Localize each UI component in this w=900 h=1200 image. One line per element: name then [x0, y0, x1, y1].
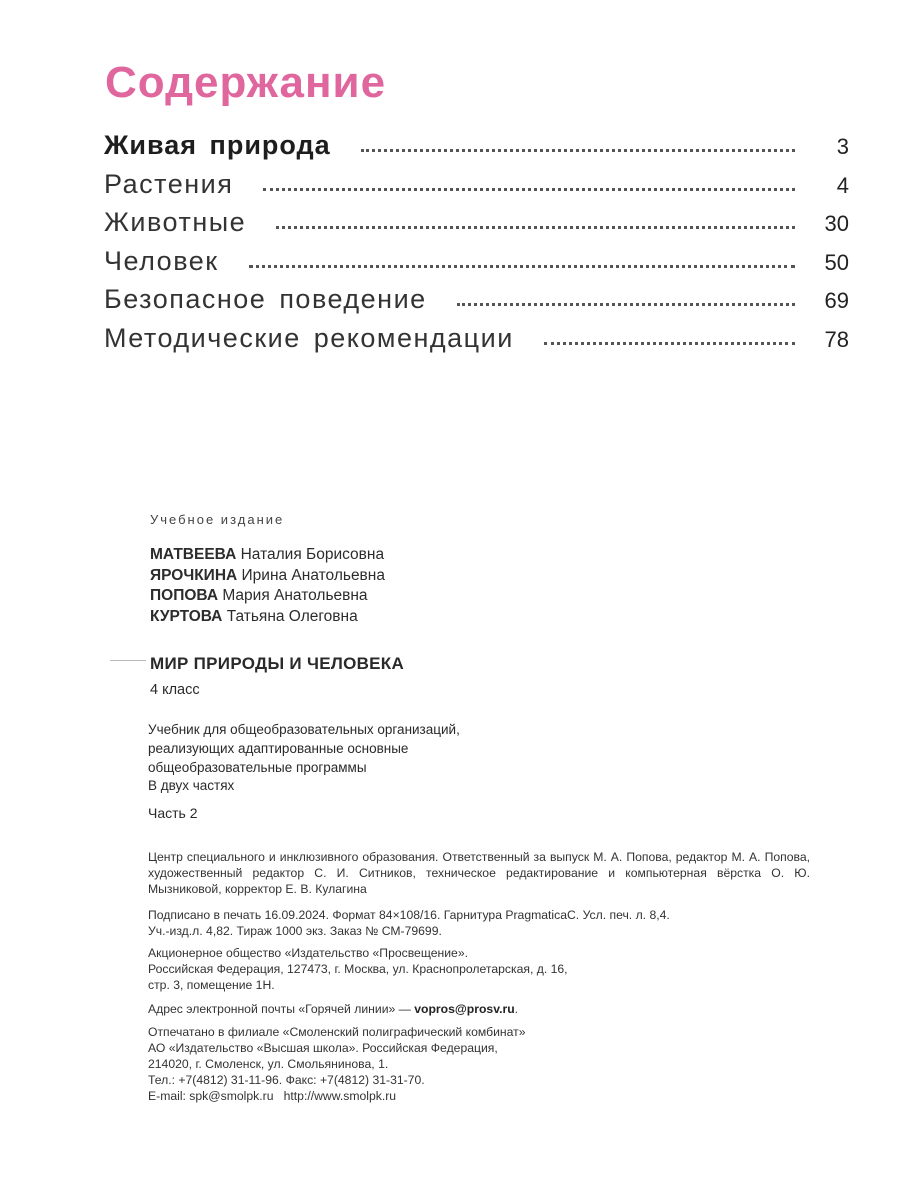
- author: [150, 586, 385, 607]
- author-surname: ПОПОВА: [150, 587, 219, 604]
- book-description: [148, 720, 568, 777]
- printing-house-info: [148, 1024, 810, 1104]
- edition-kind: Учебное издание: [150, 512, 285, 527]
- publisher-line: стр. 3, помещение 1Н.: [148, 978, 275, 992]
- factory-contacts[interactable]: E-mail: spk@smolpk.ru http://www.smolpk.ru: [148, 1089, 397, 1103]
- description-line: общеобразовательные программы: [148, 760, 367, 775]
- hotline: [148, 1001, 810, 1017]
- toc-row[interactable]: [104, 169, 849, 208]
- responsible-persons: Центр специального и инклюзивного образования. Ответственный за выпуск М. А. Попова, редактор М. А. Попова, художественный редактор С. И. Ситников, техническое редактирование и компьютерная вёрстка О. Ю. Мызниковой, корректор Е. В. Кулагина: [148, 850, 810, 896]
- author-name: Ирина Анатольевна: [241, 566, 385, 584]
- toc-row-label: Человек: [104, 245, 219, 276]
- toc-row-page: 78: [824, 326, 849, 352]
- author-name: Наталия Борисовна: [240, 546, 385, 563]
- author: [150, 566, 385, 587]
- parts-count: В двух частях: [148, 778, 235, 793]
- factory-line: Тел.: +7(4812) 31-11-96. Факс: +7(4812) 31-31-70.: [148, 1073, 425, 1087]
- toc-row[interactable]: [104, 207, 849, 246]
- publisher-line: Российская Федерация, 127473, г. Москва, ул. Краснопролетарская, д. 16,: [148, 962, 568, 976]
- author-name: Татьяна Олеговна: [226, 607, 358, 625]
- hotline-label: Адрес электронной почты «Горячей линии» —: [148, 1002, 411, 1016]
- toc-row[interactable]: [104, 323, 849, 362]
- description-line: Учебник для общеобразовательных организаций,: [148, 722, 460, 737]
- toc-row-label: Безопасное поведение: [104, 284, 427, 314]
- factory-line: АО «Издательство «Высшая школа». Российская Федерация,: [148, 1041, 498, 1055]
- toc-leader-dots: [544, 341, 795, 345]
- part-number: Часть 2: [148, 805, 198, 821]
- toc-row-label: Животные: [104, 207, 247, 237]
- toc-row[interactable]: [104, 284, 849, 323]
- toc-leader-dots: [249, 264, 795, 268]
- author-surname: МАТВЕЕВА: [150, 546, 237, 563]
- book-title: МИР ПРИРОДЫ И ЧЕЛОВЕКА: [150, 654, 405, 673]
- toc-row[interactable]: [104, 130, 849, 169]
- hotline-email-link[interactable]: vopros@prosv.ru: [414, 1002, 515, 1016]
- print-info-line: Подписано в печать 16.09.2024. Формат 84×108/16. Гарнитура PragmaticaC. Усл. печ. л. 8,4.: [148, 908, 670, 922]
- factory-line: 214020, г. Смоленск, ул. Смольянинова, 1.: [148, 1057, 389, 1071]
- toc-row[interactable]: [104, 246, 849, 285]
- description-line: реализующих адаптированные основные: [148, 741, 409, 756]
- table-of-contents: [104, 130, 849, 361]
- toc-title: Содержание: [105, 58, 387, 107]
- toc-leader-dots: [263, 187, 795, 191]
- author: [150, 607, 385, 628]
- toc-leader-dots: [361, 148, 795, 152]
- grade: 4 класс: [150, 682, 200, 698]
- divider: [110, 660, 146, 661]
- print-info-line: Уч.-изд.л. 4,82. Тираж 1000 экз. Заказ № СМ-79699.: [148, 924, 442, 938]
- toc-row-page: 30: [824, 211, 849, 236]
- author-surname: КУРТОВА: [150, 607, 223, 625]
- author: [150, 545, 385, 566]
- authors-list: [150, 545, 385, 627]
- toc-row-page: 3: [836, 134, 849, 159]
- toc-row-label: Методические рекомендации: [104, 322, 514, 353]
- author-surname: ЯРОЧКИНА: [150, 566, 238, 584]
- print-info: [148, 907, 810, 939]
- factory-line: Отпечатано в филиале «Смоленский полиграфический комбинат»: [148, 1025, 526, 1039]
- publisher-info: [148, 945, 810, 993]
- toc-row-page: 4: [836, 172, 849, 198]
- publisher-line: Акционерное общество «Издательство «Просвещение».: [148, 946, 468, 960]
- toc-leader-dots: [276, 225, 795, 229]
- hotline-end: .: [514, 1002, 519, 1016]
- toc-row-label: Растения: [104, 168, 234, 199]
- toc-row-label: Живая природа: [104, 130, 331, 160]
- toc-row-page: 50: [824, 249, 849, 275]
- author-name: Мария Анатольевна: [222, 587, 368, 604]
- toc-row-page: 69: [824, 288, 849, 313]
- toc-leader-dots: [457, 302, 795, 306]
